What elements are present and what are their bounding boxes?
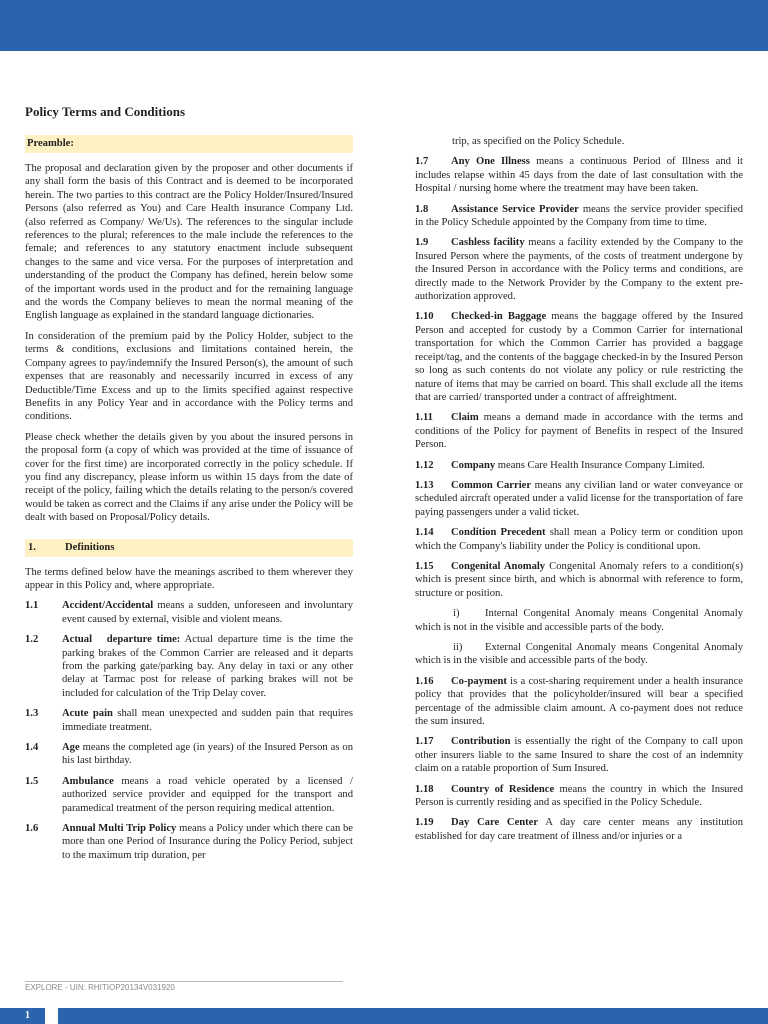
- header-bar: [0, 0, 768, 51]
- definition-term: Assistance Service Provider: [451, 203, 579, 215]
- definition-item: [25, 775, 353, 815]
- definition-item: [25, 741, 353, 768]
- definition-item: [415, 411, 743, 451]
- definition-term: Day Care Center: [451, 817, 539, 829]
- preamble-paragraph: Please check whether the details given by you about the insured persons in the proposal form (a copy of which was provided at the time of issuance of cover for the first time) are incorporated correctly in the policy schedule. If you find any discrepancy, please inform us within 15 days from the date of receipt of the policy, failing which the details relating to the person/s covered would be taken as correct and the Claims if any arise under the Policy will be dealt with based on Proposal/Policy details.: [25, 431, 354, 524]
- definition-text: means a Policy under which there can be more than one Period of Insurance during the Policy Period, subject to the maximum trip duration, per: [62, 823, 353, 861]
- definitions-heading-text: Definitions: [65, 541, 115, 553]
- definition-text: Congenital Anomaly refers to a condition(s) which is present since birth, and which is abnormal with reference to form, structure or position.: [415, 560, 743, 599]
- definition-item: [415, 459, 743, 472]
- definition-number: 1.9: [415, 237, 429, 249]
- subitem-text: Internal Congenital Anomaly means Congenital Anomaly which is not in the visible and accessible parts of the body.: [415, 608, 743, 633]
- preamble-heading-text: Preamble:: [27, 138, 74, 149]
- preamble-paragraph: In consideration of the premium paid by the Policy Holder, subject to the terms & conditions, exclusions and limitations contained herein, the Company agrees to pay/indemnify the Insured Person(s), the amount of such expenses that are reasonably and necessarily incurred in excess of any Deductible/Time Excess and up to the limits specified against respective Benefits in any Policy Year and in accordance with the Policy terms and conditions.: [25, 330, 353, 423]
- definition-text: Actual departure time is the time the parking brakes of the Common Carrier are released and it departs from the parking gate/parking bay. Any delay in taxi or any other delay at Tarmac post for release of parking brakes will not be included for calculation of the Trip Delay cover.: [62, 634, 354, 699]
- definition-number: 1.15: [415, 560, 434, 572]
- definition-number: 1.4: [25, 742, 39, 754]
- subitem-text: External Congenital Anomaly means Congenital Anomaly which is in the visible and accessible parts of the body.: [415, 642, 743, 667]
- definition-item: [415, 236, 743, 303]
- definition-item: [25, 822, 353, 862]
- definition-item: [25, 707, 353, 734]
- subitem-label: ii): [453, 642, 463, 653]
- definition-term: Co-payment: [451, 675, 507, 687]
- definition-text: means the country in which the Insured Person is currently residing and as specified in the Policy Schedule.: [415, 783, 744, 809]
- page-number: 1: [25, 1010, 30, 1021]
- definition-term: Ambulance: [62, 775, 114, 787]
- definition-subitem: [415, 641, 743, 668]
- definition-term: Acute pain: [62, 708, 113, 720]
- definition-text: means a sudden, unforeseen and involuntary event caused by external, visible and violent means.: [62, 600, 353, 625]
- definition-item: [415, 735, 743, 775]
- subitem-label: i): [453, 608, 460, 620]
- definition-term: Accident/Accidental: [62, 600, 154, 612]
- definitions-heading: [25, 539, 353, 557]
- definition-text: means the baggage offered by the Insured Person and accepted for custody by a Common Carrier for international transportation for which the Common Carrier has provided a baggage receipt/tag, and the contents of the baggage checked-in by the Insured Person so long as such contents do not violate any policy or rule restricting the nature of items that may be carried on board. This shall exclude all the items that are carried/ transported under a contract of affreightment.: [415, 311, 743, 403]
- continued-text: trip, as specified on the Policy Schedule.: [452, 136, 625, 147]
- definition-item: [415, 560, 743, 600]
- definition-number: 1.13: [415, 479, 434, 491]
- definition-number: 1.12: [415, 459, 434, 471]
- definition-item: [415, 675, 743, 729]
- preamble-heading: [25, 135, 353, 153]
- definition-text: shall mean unexpected and sudden pain that requires immediate treatment.: [62, 708, 353, 733]
- definition-text: means the service provider specified in the Policy Schedule appointed by the Company from time to time.: [415, 203, 743, 229]
- footer-uin: EXPLORE - UIN: RHITIOP20134V031920: [25, 983, 175, 992]
- definition-item: [415, 783, 743, 810]
- definition-item: [25, 599, 353, 626]
- definition-item: [415, 526, 743, 553]
- definition-number: 1.11: [415, 412, 433, 424]
- definition-term: Cashless facility: [451, 237, 525, 249]
- right-column: [415, 135, 743, 850]
- definition-number: 1.8: [415, 203, 429, 215]
- definition-text: means a demand made in accordance with the terms and conditions of the Policy for payment of Benefits in respect of the Insured Person.: [415, 412, 743, 451]
- definition-term: Congenital Anomaly: [451, 560, 546, 572]
- definition-text: means the completed age (in years) of the Insured Person as on his last birthday.: [62, 742, 353, 767]
- definition-item: [415, 816, 743, 843]
- definition-text: means Care Health Insurance Company Limited.: [495, 459, 705, 471]
- definition-number: 1.5: [25, 775, 39, 787]
- definition-number: 1.10: [415, 311, 434, 323]
- left-column: [25, 135, 353, 869]
- definition-text: is a cost-sharing requirement under a health insurance policy that provides that the policyholder/insured will bear a specified percentage of the admissible claim amount. A co-payment does not reduce the sum insured.: [415, 675, 743, 728]
- definition-item: [415, 310, 743, 404]
- footer-divider: [25, 981, 343, 982]
- definition-number: 1.1: [25, 600, 39, 612]
- definition-text: means a road vehicle operated by a licensed / authorized service provider and equipped for the transport and paramedical treatment of the person requiring medical attention.: [62, 775, 353, 814]
- definition-text: means any civilian land or water conveyance or scheduled aircraft operated under a valid license for the transportation of fare paying passengers under a valid ticket.: [415, 479, 743, 518]
- definition-item: [415, 155, 743, 195]
- definition-number: 1.14: [415, 527, 434, 539]
- definition-term: Actual departure time:: [62, 634, 181, 646]
- definition-number: 1.6: [25, 823, 39, 835]
- definition-term: Contribution: [451, 736, 511, 748]
- definition-term: Condition Precedent: [451, 527, 546, 539]
- definition-term: Annual Multi Trip Policy: [62, 823, 177, 835]
- definition-term: Company: [451, 459, 496, 471]
- definition-term: Country of Residence: [451, 783, 555, 795]
- definition-subitem: [415, 607, 743, 634]
- definition-text: means a continuous Period of Illness and it includes relapse within 45 days from the date of last consultation with the Hospital / nursing home where the treatment may have been taken.: [415, 156, 743, 195]
- footer-bar: [58, 1008, 768, 1024]
- definition-text: is essentially the right of the Company to call upon other insurers liable to the same Insured to share the cost of an indemnity claim on a ratable proportion of Sum Insured.: [415, 736, 743, 775]
- definition-number: 1.19: [415, 817, 434, 829]
- definition-number: 1.3: [25, 708, 39, 720]
- definition-number: 1.18: [415, 783, 434, 795]
- definition-term: Checked-in Baggage: [451, 311, 547, 323]
- preamble-paragraph: The proposal and declaration given by the proposer and other documents if any shall form the basis of this Contract and is deemed to be incorporated herein. The two parties to this contract are the Policy Holder/Insured/Insured Persons (also referred as You) and Care Health insurance Company Ltd. (also referred as Company/ We/Us). The references to the singular include references to the plural; references to the male include the references to the female; and references to any statutory enactment include subsequent changes to the same and vice versa. For the purposes of interpretation and understanding of the product the Company has defined, herein below some of the important words used in the product and for the remaining language and the words the Company believes to mean the normal meaning of the English language as explained in the standard language dictionaries.: [25, 163, 353, 322]
- definition-text: shall mean a Policy term or condition upon which the Company's liability under the Policy is conditional upon.: [415, 527, 743, 552]
- definition-text: means a facility extended by the Company to the Insured Person where the payments, of the costs of treatment undergone by the Insured Person in accordance with the Policy terms and conditions, are directly made to the Network Provider by the Company to the extent pre-authorization approved.: [415, 237, 743, 303]
- definition-text: A day care center means any institution established for day care treatment of illness and/or injuries or a: [415, 817, 743, 842]
- definition-number: 1.16: [415, 675, 434, 687]
- definition-number: 1.17: [415, 736, 434, 748]
- definitions-number: 1.: [28, 541, 36, 553]
- definition-term: Common Carrier: [451, 479, 532, 491]
- page-number-box: [0, 1008, 45, 1024]
- definition-term: Claim: [451, 412, 479, 424]
- definition-term: Any One Illness: [451, 156, 530, 168]
- definitions-intro: The terms defined below have the meanings ascribed to them wherever they appear in this Policy and, where appropriate.: [25, 566, 353, 591]
- definition-term: Age: [62, 742, 80, 754]
- definition-item: [415, 479, 743, 519]
- definition-number: 1.2: [25, 634, 39, 646]
- page-title: Policy Terms and Conditions: [25, 104, 186, 119]
- definition-item: [25, 633, 353, 700]
- definition-item: [415, 203, 743, 230]
- definition-number: 1.7: [415, 156, 429, 168]
